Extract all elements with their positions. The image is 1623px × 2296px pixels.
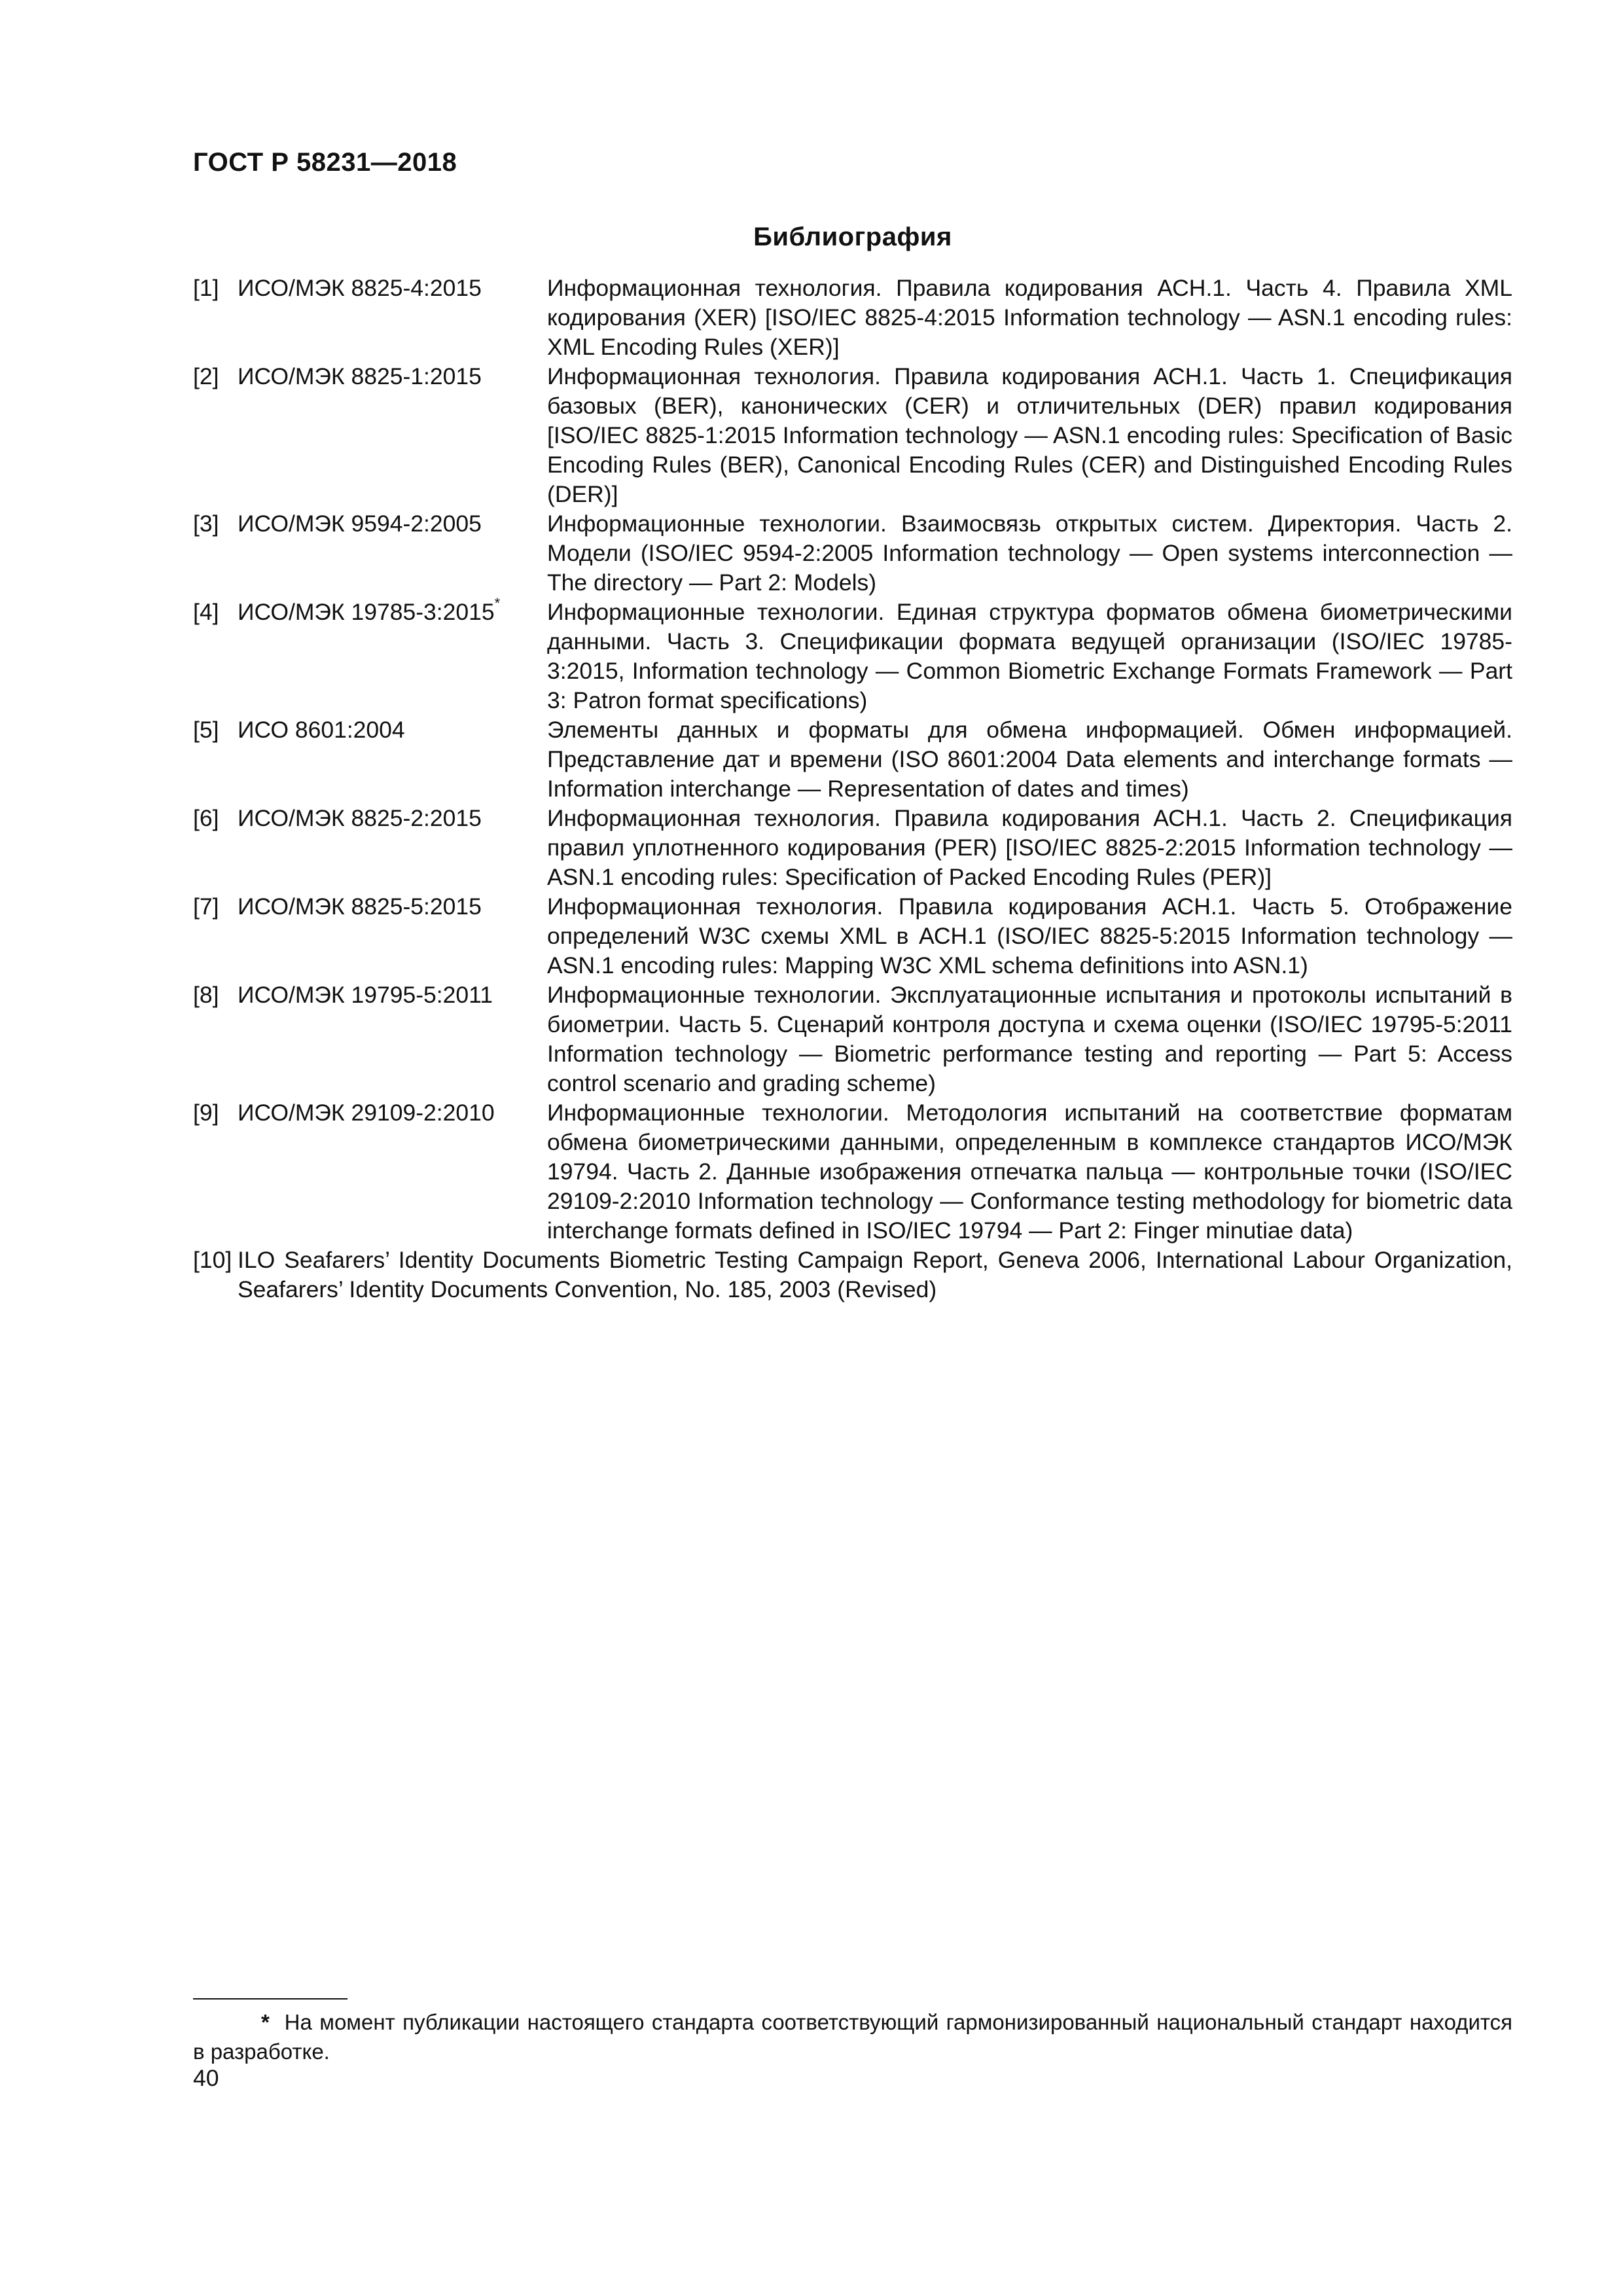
entry-text: Информационные технологии. Методология испытаний на соответствие форматам обмена биометрическими данными, определенным в комплексе стандартов ИСО/МЭК 19794. Часть 2. Данные изображения отпечатка пальца — контрольные точки (ISO/IEC 29109-2:2010 Information technology — Conformance testing methodology for biometric data interchange formats defined in ISO/IEC 19794 — Part 2: Finger minutiae data) xyxy=(547,1100,1512,1244)
entry-standard-code xyxy=(238,509,547,598)
entry-number: [5] xyxy=(193,717,219,743)
footnote xyxy=(193,2007,1512,2066)
entry-code-text: ИСО/МЭК 19795-5:2011 xyxy=(238,982,493,1008)
footnote-mark: * xyxy=(261,2010,270,2034)
document-id-header: ГОСТ Р 58231—2018 xyxy=(193,148,457,177)
entry-text: ILO Seafarers’ Identity Documents Biometric Testing Campaign Report, Geneva 2006, International Labour Organization, Seafarers’ Identity Documents Convention, No. 185, 2003 (Revised) xyxy=(238,1247,1512,1302)
entry-number: [6] xyxy=(193,805,219,831)
entry-code-text: ИСО/МЭК 8825-5:2015 xyxy=(238,893,482,920)
entry-number: [7] xyxy=(193,893,219,920)
entry-standard-code xyxy=(238,1098,547,1246)
bibliography-entry-4 xyxy=(193,595,1512,715)
entry-text: Информационные технологии. Взаимосвязь открытых систем. Директория. Часть 2. Модели (ISO/IEC 9594-2:2005 Information technology — Open systems interconnection — The directory — Part 2: Models) xyxy=(547,511,1512,596)
bibliography-entry-1 xyxy=(193,274,1512,362)
bibliography-entry-5 xyxy=(193,715,1512,804)
entry-text: Информационные технологии. Эксплуатационные испытания и протоколы испытаний в биометрии. Часть 5. Сценарий контроля доступа и схема оценки (ISO/IEC 19795-5:2011 Information technology — Biometric performance testing and reporting — Part 5: Access control scenario and grading scheme) xyxy=(547,982,1512,1096)
footnote-divider xyxy=(193,1998,348,2000)
footnote-text: На момент публикации настоящего стандарта соответствующий гармонизированный национальный стандарт находится в разработке. xyxy=(193,2010,1512,2064)
entry-standard-code xyxy=(238,980,547,1098)
bibliography-title: Библиография xyxy=(753,223,952,251)
entry-number: [8] xyxy=(193,982,219,1008)
entry-standard-code xyxy=(238,595,547,715)
entry-text: Информационная технология. Правила кодирования АСН.1. Часть 4. Правила XML кодирования (XER) [ISO/IEC 8825-4:2015 Information technology — ASN.1 encoding rules: XML Encoding Rules (XER)] xyxy=(547,275,1512,360)
entry-text: Информационная технология. Правила кодирования АСН.1. Часть 2. Спецификация правил уплотненного кодирования (PER) [ISO/IEC 8825-2:2015 Information technology — ASN.1 encoding rules: Specification of Packed Encoding Rules (PER)] xyxy=(547,805,1512,890)
entry-code-text: ИСО/МЭК 8825-1:2015 xyxy=(238,363,482,389)
bibliography-entry-6 xyxy=(193,804,1512,892)
entry-number: [1] xyxy=(193,275,219,301)
entry-standard-code xyxy=(238,362,547,509)
footnote-reference-mark: * xyxy=(494,595,501,611)
entry-number: [9] xyxy=(193,1100,219,1126)
bibliography-entry-10 xyxy=(193,1246,1512,1304)
entry-standard-code xyxy=(238,892,547,980)
entry-text: Информационные технологии. Единая структура форматов обмена биометрическими данными. Часть 3. Спецификации формата ведущей организации (ISO/IEC 19785-3:2015, Information technology — Common Biometric Exchange Formats Framework — Part 3: Patron format specifications) xyxy=(547,599,1512,713)
entry-standard-code xyxy=(238,715,547,804)
bibliography-entry-2 xyxy=(193,362,1512,509)
entry-code-text: ИСО/МЭК 19785-3:2015 xyxy=(238,599,495,625)
entry-number: [10] xyxy=(193,1247,232,1273)
entry-text: Информационная технология. Правила кодирования АСН.1. Часть 1. Спецификация базовых (BER), канонических (CER) и отличительных (DER) правил кодирования [ISO/IEC 8825-1:2015 Information technology — ASN.1 encoding rules: Specification of Basic Encoding Rules (BER), Canonical Encoding Rules (CER) and Distinguished Encoding Rules (DER)] xyxy=(547,363,1512,507)
bibliography-entry-8 xyxy=(193,980,1512,1098)
bibliography-entry-9 xyxy=(193,1098,1512,1246)
entry-text: Элементы данных и форматы для обмена информацией. Обмен информацией. Представление дат и времени (ISO 8601:2004 Data elements and interchange formats — Information interchange — Representation of dates and times) xyxy=(547,717,1512,802)
entry-code-text: ИСО/МЭК 8825-4:2015 xyxy=(238,275,482,301)
entry-text: Информационная технология. Правила кодирования АСН.1. Часть 5. Отображение определений W3C схемы XML в АСН.1 (ISO/IEC 8825-5:2015 Information technology — ASN.1 encoding rules: Mapping W3C XML schema definitions into ASN.1) xyxy=(547,893,1512,978)
entry-code-text: ИСО 8601:2004 xyxy=(238,717,405,743)
entry-number: [3] xyxy=(193,511,219,537)
entry-number: [2] xyxy=(193,363,219,389)
entry-number: [4] xyxy=(193,599,219,625)
bibliography-entry-7 xyxy=(193,892,1512,980)
bibliography-entry-3 xyxy=(193,509,1512,598)
entry-code-text: ИСО/МЭК 29109-2:2010 xyxy=(238,1100,495,1126)
entry-code-text: ИСО/МЭК 8825-2:2015 xyxy=(238,805,482,831)
entry-code-text: ИСО/МЭК 9594-2:2005 xyxy=(238,511,482,537)
bibliography-list xyxy=(193,274,1512,1304)
page-number: 40 xyxy=(193,2065,219,2091)
entry-standard-code xyxy=(238,274,547,362)
entry-standard-code xyxy=(238,804,547,892)
